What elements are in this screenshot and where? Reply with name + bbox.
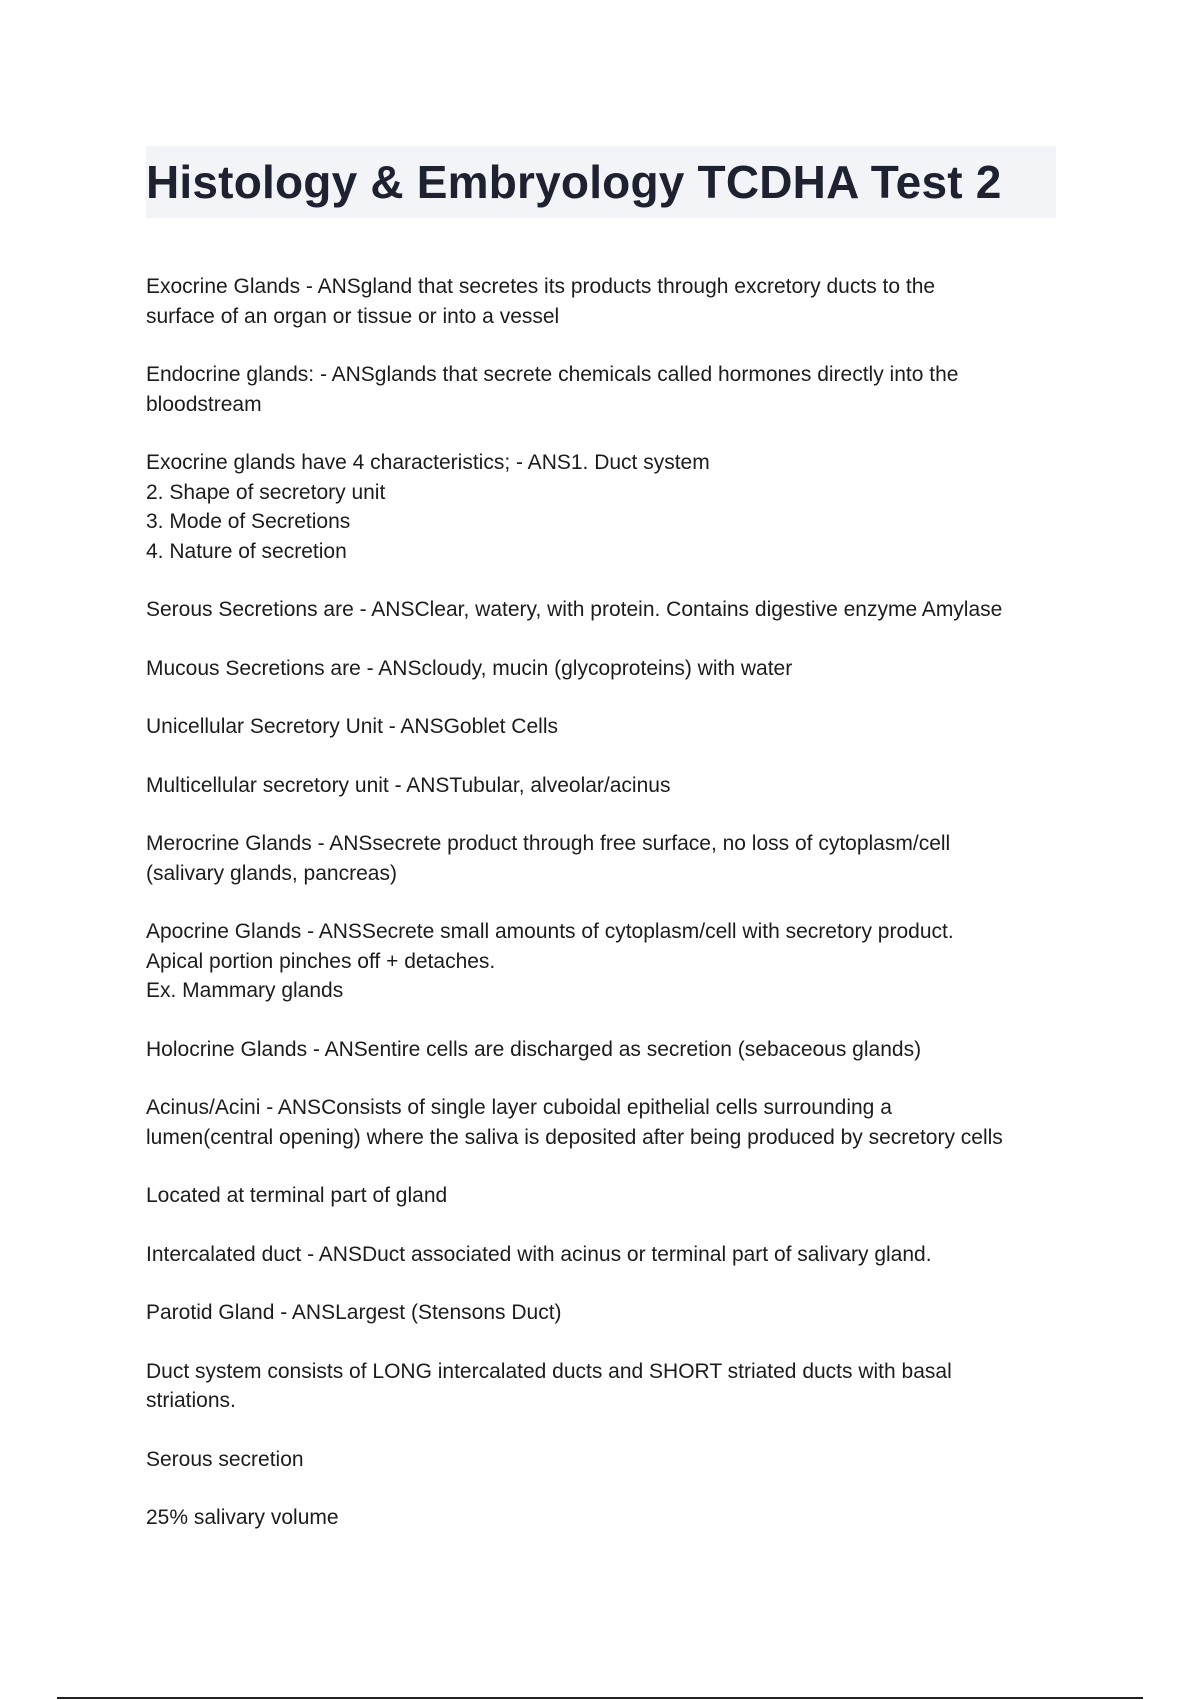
qa-paragraph: [146, 1445, 1066, 1475]
paragraph-line: striations.: [146, 1389, 236, 1412]
qa-paragraph: [146, 1240, 1066, 1270]
paragraph-line: Multicellular secretory unit - ANSTubular, alveolar/acinus: [146, 773, 671, 797]
paragraph-line: Serous secretion: [146, 1447, 304, 1471]
qa-paragraph: [146, 712, 1066, 742]
paragraph-line: 4. Nature of secretion: [146, 539, 347, 563]
paragraph-line: (salivary glands, pancreas): [146, 861, 397, 885]
paragraph-line: Intercalated duct - ANSDuct associated with acinus or terminal part of salivary gland.: [146, 1242, 932, 1266]
footer-divider: [57, 1697, 1143, 1699]
qa-paragraph: [146, 1298, 1066, 1328]
qa-paragraph: [146, 595, 1066, 625]
paragraph-line: Exocrine Glands - ANSgland that secretes its products through excretory ducts to the: [146, 275, 936, 298]
qa-paragraph: [146, 1503, 1066, 1533]
paragraph-line: surface of an organ or tissue or into a vessel: [146, 304, 560, 328]
paragraph-line: Ex. Mammary glands: [146, 979, 344, 1002]
paragraph-line: Apocrine Glands - ANSSecrete small amounts of cytoplasm/cell with secretory product.: [146, 920, 954, 943]
paragraph-line: 25% salivary volume: [146, 1506, 339, 1529]
paragraph-line: 2. Shape of secretory unit: [146, 480, 386, 504]
paragraph-line: Acinus/Acini - ANSConsists of single layer cuboidal epithelial cells surrounding a: [146, 1096, 892, 1119]
paragraph-line: 3. Mode of Secretions: [146, 510, 351, 533]
qa-paragraph: [146, 771, 1066, 801]
qa-paragraph: [146, 829, 1066, 888]
qa-paragraph: [146, 1357, 1066, 1416]
qa-paragraph: [146, 448, 1066, 566]
paragraph-line: Serous Secretions are - ANSClear, watery, with protein. Contains digestive enzyme Amylase: [146, 598, 1003, 621]
paragraph-line: Duct system consists of LONG intercalated ducts and SHORT striated ducts with basal: [146, 1359, 952, 1383]
paragraph-line: Located at terminal part of gland: [146, 1184, 448, 1207]
paragraph-line: Parotid Gland - ANSLargest (Stensons Duct): [146, 1301, 562, 1324]
document-body: [146, 272, 1066, 1562]
paragraph-line: Apical portion pinches off + detaches.: [146, 949, 496, 973]
qa-paragraph: [146, 1093, 1066, 1152]
paragraph-line: Exocrine glands have 4 characteristics; - ANS1. Duct system: [146, 451, 710, 474]
paragraph-line: Merocrine Glands - ANSsecrete product through free surface, no loss of cytoplasm/cell: [146, 832, 951, 855]
qa-paragraph: [146, 360, 1066, 419]
qa-paragraph: [146, 272, 1066, 331]
qa-paragraph: [146, 1035, 1066, 1065]
page-title: Histology & Embryology TCDHA Test 2: [146, 156, 1002, 208]
qa-paragraph: [146, 1181, 1066, 1211]
paragraph-line: lumen(central opening) where the saliva is deposited after being produced by secretory cells: [146, 1125, 1003, 1149]
paragraph-line: Mucous Secretions are - ANScloudy, mucin (glycoproteins) with water: [146, 656, 793, 680]
paragraph-line: Unicellular Secretory Unit - ANSGoblet Cells: [146, 715, 558, 738]
paragraph-line: bloodstream: [146, 392, 262, 416]
qa-paragraph: [146, 917, 1066, 1006]
paragraph-line: Holocrine Glands - ANSentire cells are discharged as secretion (sebaceous glands): [146, 1037, 922, 1061]
paragraph-line: Endocrine glands: - ANSglands that secrete chemicals called hormones directly into the: [146, 363, 959, 386]
qa-paragraph: [146, 654, 1066, 684]
title-band: [146, 146, 1056, 218]
